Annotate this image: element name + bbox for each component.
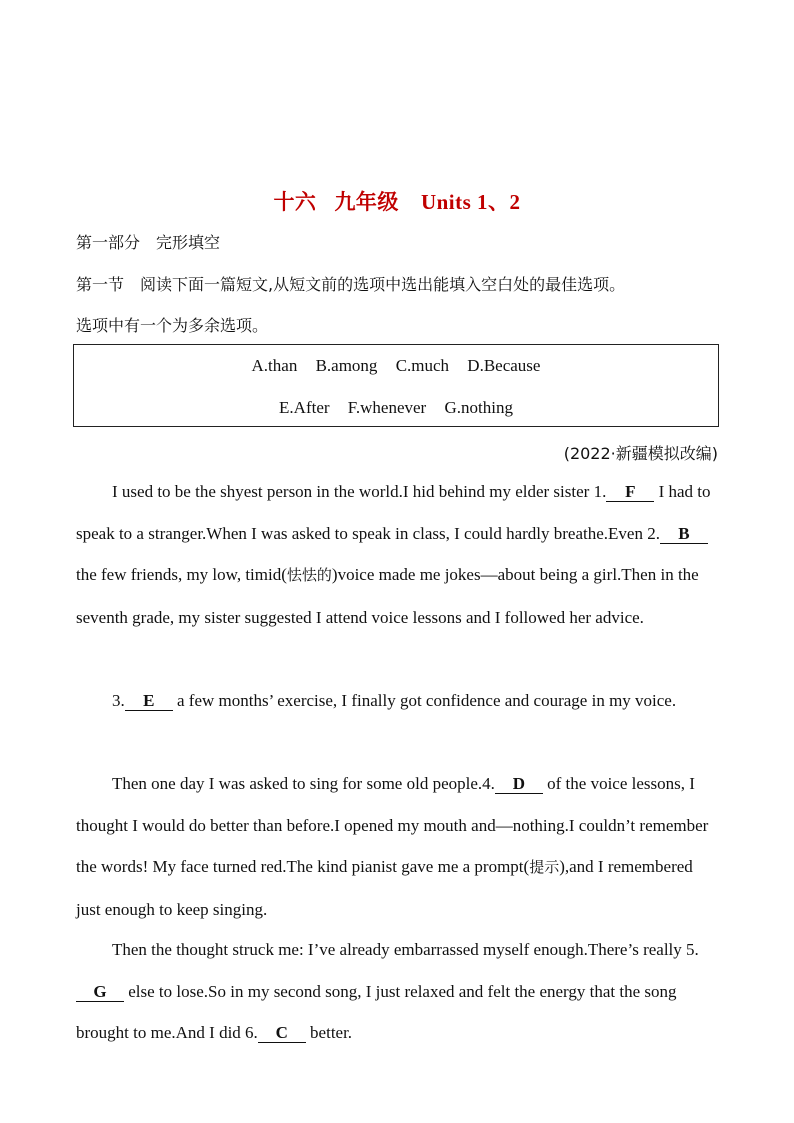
instruction-line-1: 第一节 阅读下面一篇短文,从短文前的选项中选出能填入空白处的最佳选项。 xyxy=(76,275,626,294)
source-note: (2022·新疆模拟改编) xyxy=(563,444,718,463)
passage-text: of the voice lessons, I thought I would do better than before.I opened my mouth and—nothing.I couldn’t remember the words! My face turned red.The kind pianist gave me a prompt( xyxy=(76,774,709,877)
paragraph-3 xyxy=(76,763,718,931)
title-grade: 九年级 xyxy=(334,190,399,214)
paragraph-1 xyxy=(76,471,718,639)
passage-text: the few friends, my low, timid( xyxy=(76,565,287,585)
option-g: G.nothing xyxy=(444,398,513,417)
passage-text: better. xyxy=(305,1023,353,1043)
option-f: F.whenever xyxy=(347,398,427,417)
option-b: B.among xyxy=(315,356,378,375)
passage-text: I had to speak to a stranger.When I was asked to speak in class, I could hardly breathe.Even 2. xyxy=(76,482,711,543)
answer-blank-6: C xyxy=(258,1024,306,1043)
option-d: D.Because xyxy=(467,356,541,375)
answer-blank-2: B xyxy=(660,525,708,544)
passage-text: else to lose.So in my second song, I just relaxed and felt the energy that the song brought to me.And I did 6. xyxy=(76,981,677,1043)
paragraph-4 xyxy=(76,929,718,1054)
passage-text: Then the thought struck me: I’ve already embarrassed myself enough.There’s really 5. xyxy=(112,940,699,959)
title-number: 十六 xyxy=(273,190,317,214)
passage-text: ),and I remembered just enough to keep singing. xyxy=(76,857,693,920)
answer-blank-4: D xyxy=(495,775,543,794)
paragraph-2 xyxy=(76,680,718,722)
answer-blank-5: G xyxy=(76,983,124,1002)
passage-text: I used to be the shyest person in the world.I hid behind my elder sister 1. xyxy=(112,482,607,501)
passage-gloss: 提示 xyxy=(529,858,560,877)
passage-text: )voice made me jokes—about being a girl.Then in the seventh grade, my sister suggested I attend voice lessons and I followed her advice. xyxy=(76,565,699,628)
passage-text: Then one day I was asked to sing for some old people.4. xyxy=(112,774,495,793)
passage-text: a few months’ exercise, I finally got confidence and courage in my voice. xyxy=(172,691,677,710)
options-row-1 xyxy=(74,356,718,376)
answer-blank-1: F xyxy=(606,483,654,502)
page-title xyxy=(0,186,794,216)
option-c: C.much xyxy=(395,356,450,375)
option-e: E.After xyxy=(279,398,330,417)
option-a: A.than xyxy=(251,356,298,375)
instruction-line-2: 选项中有一个为多余选项。 xyxy=(76,316,269,335)
section-part: 第一部分 完形填空 xyxy=(76,233,221,252)
passage-gloss: 怯怯的 xyxy=(286,566,332,585)
title-units: Units 1、2 xyxy=(420,190,521,214)
answer-blank-3: E xyxy=(125,692,173,711)
passage-text: 3. xyxy=(112,691,125,710)
options-row-2 xyxy=(74,398,718,418)
options-box xyxy=(73,344,719,427)
